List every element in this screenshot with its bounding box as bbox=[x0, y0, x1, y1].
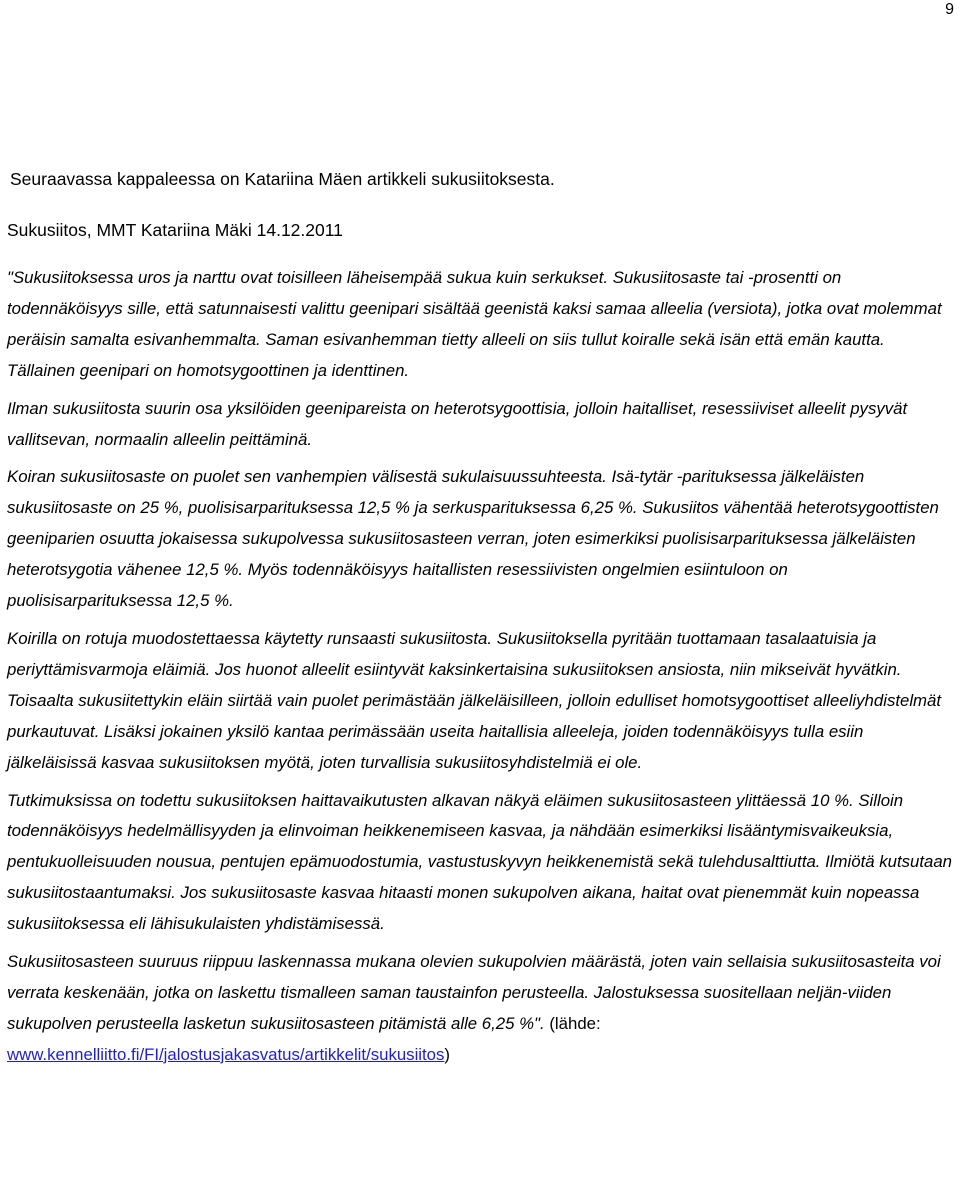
intro-text: Seuraavassa kappaleessa on Katariina Mäen artikkeli sukusiitoksesta. bbox=[10, 169, 555, 189]
article-source-title: Sukusiitos, MMT Katariina Mäki 14.12.2011 bbox=[7, 220, 343, 240]
article-paragraph-4: Koirilla on rotuja muodostettaessa käytetty runsaasti sukusiitosta. Sukusiitoksella pyritään tuottamaan tasalaatuisia ja periyttämisvarmoja eläimiä. Jos huonot alleelit esiintyvät kaksinkertaisina sukusiitoksen ansiosta, niin mikseivät hyvätkin. Toisaalta sukusiitettykin eläin siirtää vain puolet perimästään jälkeläisilleen, jolloin edulliset homotsygoottiset alleeliyhdistelmät purkautuvat. Lisäksi jokainen yksilö kantaa perimässään useita haitallisia alleeleja, joiden todennäköisyys tulla esiin jälkeläisissä kasvaa sukusiitoksen myötä, joten turvallisia sukusiitosyhdistelmiä ei ole. bbox=[7, 628, 942, 772]
page-number: 9 bbox=[945, 1, 954, 18]
article-paragraph-2: Ilman sukusiitosta suurin osa yksilöiden geenipareista on heterotsygoottisia, jolloin haitalliset, resessiiviset alleelit pysyvät vallitsevan, normaalin alleelin peittäminä. bbox=[7, 398, 908, 449]
source-prefix: (lähde: bbox=[544, 1013, 601, 1033]
article-paragraph-6 bbox=[7, 947, 957, 1071]
article-paragraph-5: Tutkimuksissa on todettu sukusiitoksen haittavaikutusten alkavan näkyä eläimen sukusiitosasteen ylittäessä 10 %. Silloin todennäköisyys hedelmällisyyden ja elinvoiman heikkenemiseen kasvaa, ja nähdään esimerkiksi lisääntymisvaikeuksia, pentukuolleisuuden nousua, pentujen epämuodostumia, vastustuskyvyn heikkenemistä sekä tulehdusalttiutta. Ilmiötä kutsutaan sukusiitostaantumaksi. Jos sukusiitosaste kasvaa hitaasti monen sukupolven aikana, haitat ovat pienemmät kuin nopeassa sukusiitoksessa eli lähisukulaisten yhdistämisessä. bbox=[7, 790, 952, 934]
source-suffix: ) bbox=[444, 1044, 451, 1064]
article-paragraph-6-text: Sukusiitosasteen suuruus riippuu laskennassa mukana olevien sukupolvien määrästä, joten vain sellaisia sukusiitosasteita voi verrata keskenään, jotka on laskettu tismalleen saman taustainfon perusteella. Jalostuksessa suositellaan neljän-viiden sukupolven perusteella lasketun sukusiitosasteen pitämistä alle 6,25 %". bbox=[7, 952, 941, 1033]
article-body bbox=[7, 263, 957, 1078]
article-paragraph-1: "Sukusiitoksessa uros ja narttu ovat toisilleen läheisempää sukua kuin serkukset. Sukusiitosaste tai -prosentti on todennäköisyys sille, että satunnaisesti valittu geenipari sisältää geenistä kaksi samaa alleelia (versiota), jotka ovat molemmat peräisin samalta esivanhemmalta. Saman esivanhemman tietty alleeli on siis tullut koiralle sekä isän että emän kautta. Tällainen geenipari on homotsygoottinen ja identtinen. bbox=[7, 268, 942, 380]
source-link[interactable]: www.kennelliitto.fi/FI/jalostusjakasvatus/artikkelit/sukusiitos bbox=[7, 1044, 445, 1064]
article-paragraph-3: Koiran sukusiitosaste on puolet sen vanhempien välisestä sukulaisuussuhteesta. Isä-tytär -parituksessa jälkeläisten sukusiitosaste on 25 %, puolisisarparituksessa 12,5 % ja serkusparituksessa 6,25 %. Sukusiitos vähentää heterotsygoottisten geeniparien osuutta jokaisessa sukupolvessa sukusiitosasteen verran, joten esimerkiksi puolisisarparituksessa jälkeläisten heterotsygotia vähenee 12,5 %. Myös todennäköisyys haitallisten resessiivisten ongelmien esiintuloon on puolisisarparituksessa 12,5 %. bbox=[7, 467, 939, 611]
